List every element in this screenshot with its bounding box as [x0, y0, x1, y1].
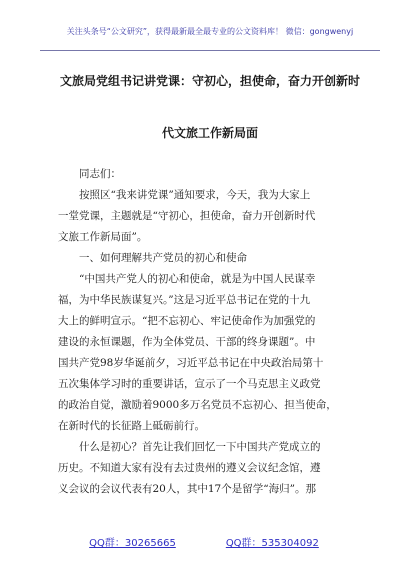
- qq-group-link-2[interactable]: QQ群：535304092: [225, 538, 319, 549]
- document-title-line-1: 文旅局党组书记讲党课：守初心，担使命，奋力开创新时: [59, 74, 360, 88]
- qq-group-link-1[interactable]: QQ群：30265665: [89, 538, 176, 549]
- body-line: 历史。不知道大家有没有去过贵州的遵义会议纪念馆，遵: [58, 462, 321, 474]
- body-line: 什么是初心？首先让我们回忆一下中国共产党成立的: [79, 441, 321, 453]
- body-line: 按照区“我来讲党课”通知要求，今天，我为大家上: [79, 189, 311, 201]
- footer-qq-groups: [0, 534, 408, 549]
- body-line: 大上的鲜明宣示。“把不忘初心、牢记使命作为加强党的: [58, 315, 316, 327]
- salutation-line: 同志们：: [79, 168, 121, 180]
- body-line: “中国共产党人的初心和使命，就是为中国人民谋幸: [79, 273, 316, 285]
- body-line: 义会议的会议代表有20人，其中17个是留学“海归”。那: [58, 483, 316, 495]
- section-heading: 一、如何理解共产党员的初心和使命: [79, 252, 247, 264]
- body-line: 一堂党课，主题就是“守初心，担使命，奋力开创新时代: [58, 210, 316, 222]
- body-line: 建设的永恒课题，作为全体党员、干部的终身课题”。中: [58, 336, 316, 348]
- body-line: 国共产党98岁华诞前夕，习近平总书记在中央政治局第十: [58, 357, 324, 369]
- document-body: [58, 164, 360, 500]
- header-notice: 关注头条号“公文研究”，获得最新最全最专业的公文资料库！ 微信：gongwenyj: [66, 27, 354, 36]
- header-divider: [40, 50, 380, 51]
- body-line: 文旅工作新局面”。: [58, 231, 148, 243]
- document-title-line-2: 代文旅工作新局面: [161, 126, 258, 140]
- body-line: 的政治自觉，激励着9000多万名党员不忘初心、担当使命，: [58, 399, 337, 411]
- body-line: 在新时代的长征路上砥砺前行。: [58, 420, 205, 432]
- body-line: 福，为中华民族谋复兴。”这是习近平总书记在党的十九: [58, 294, 311, 306]
- body-line: 五次集体学习时的重要讲话，宣示了一个马克思主义政党: [58, 378, 321, 390]
